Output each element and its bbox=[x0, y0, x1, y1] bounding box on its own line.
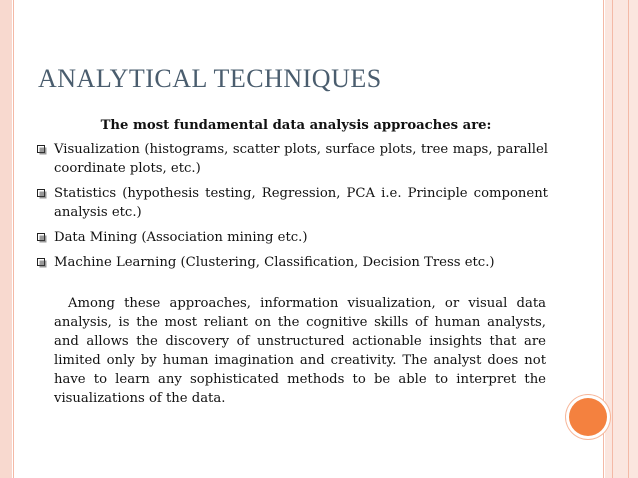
bullet-item bbox=[38, 253, 548, 272]
square-bullet-icon bbox=[37, 233, 47, 243]
right-border-band bbox=[605, 0, 638, 478]
body-paragraph: Among these approaches, information visualization, or visual data analysis, is the most reliant on the cognitive skills of human analysts, and allows the discovery of unstructured actionable insights that are limited only by human imagination and creativity. The analyst does not have to learn any sophisticated methods to be able to interpret the visualizations of the data. bbox=[54, 296, 546, 406]
bullet-text: Statistics (hypothesis testing, Regression, PCA i.e. Principle component analysis etc.) bbox=[54, 186, 548, 220]
right-border-line bbox=[612, 0, 613, 478]
slide-title: ANALYTICAL TECHNIQUES bbox=[38, 64, 382, 93]
bullet-item bbox=[38, 228, 548, 247]
bullet-text: Visualization (histograms, scatter plots, surface plots, tree maps, parallel coordinate plots, etc.) bbox=[54, 142, 548, 176]
orange-circle-decoration bbox=[569, 398, 607, 436]
bullet-list bbox=[38, 140, 548, 272]
bullet-item bbox=[38, 140, 548, 178]
left-border-line bbox=[13, 0, 14, 478]
bullet-item bbox=[38, 184, 548, 222]
intro-text: The most fundamental data analysis approaches are: bbox=[100, 118, 492, 133]
bullet-text: Data Mining (Association mining etc.) bbox=[54, 230, 308, 245]
bullet-text: Machine Learning (Clustering, Classification, Decision Tress etc.) bbox=[54, 255, 495, 270]
slide-body bbox=[38, 118, 548, 408]
right-border-line bbox=[628, 0, 629, 478]
left-border-band bbox=[0, 0, 12, 478]
square-bullet-icon bbox=[37, 258, 47, 268]
square-bullet-icon bbox=[37, 145, 47, 155]
square-bullet-icon bbox=[37, 189, 47, 199]
